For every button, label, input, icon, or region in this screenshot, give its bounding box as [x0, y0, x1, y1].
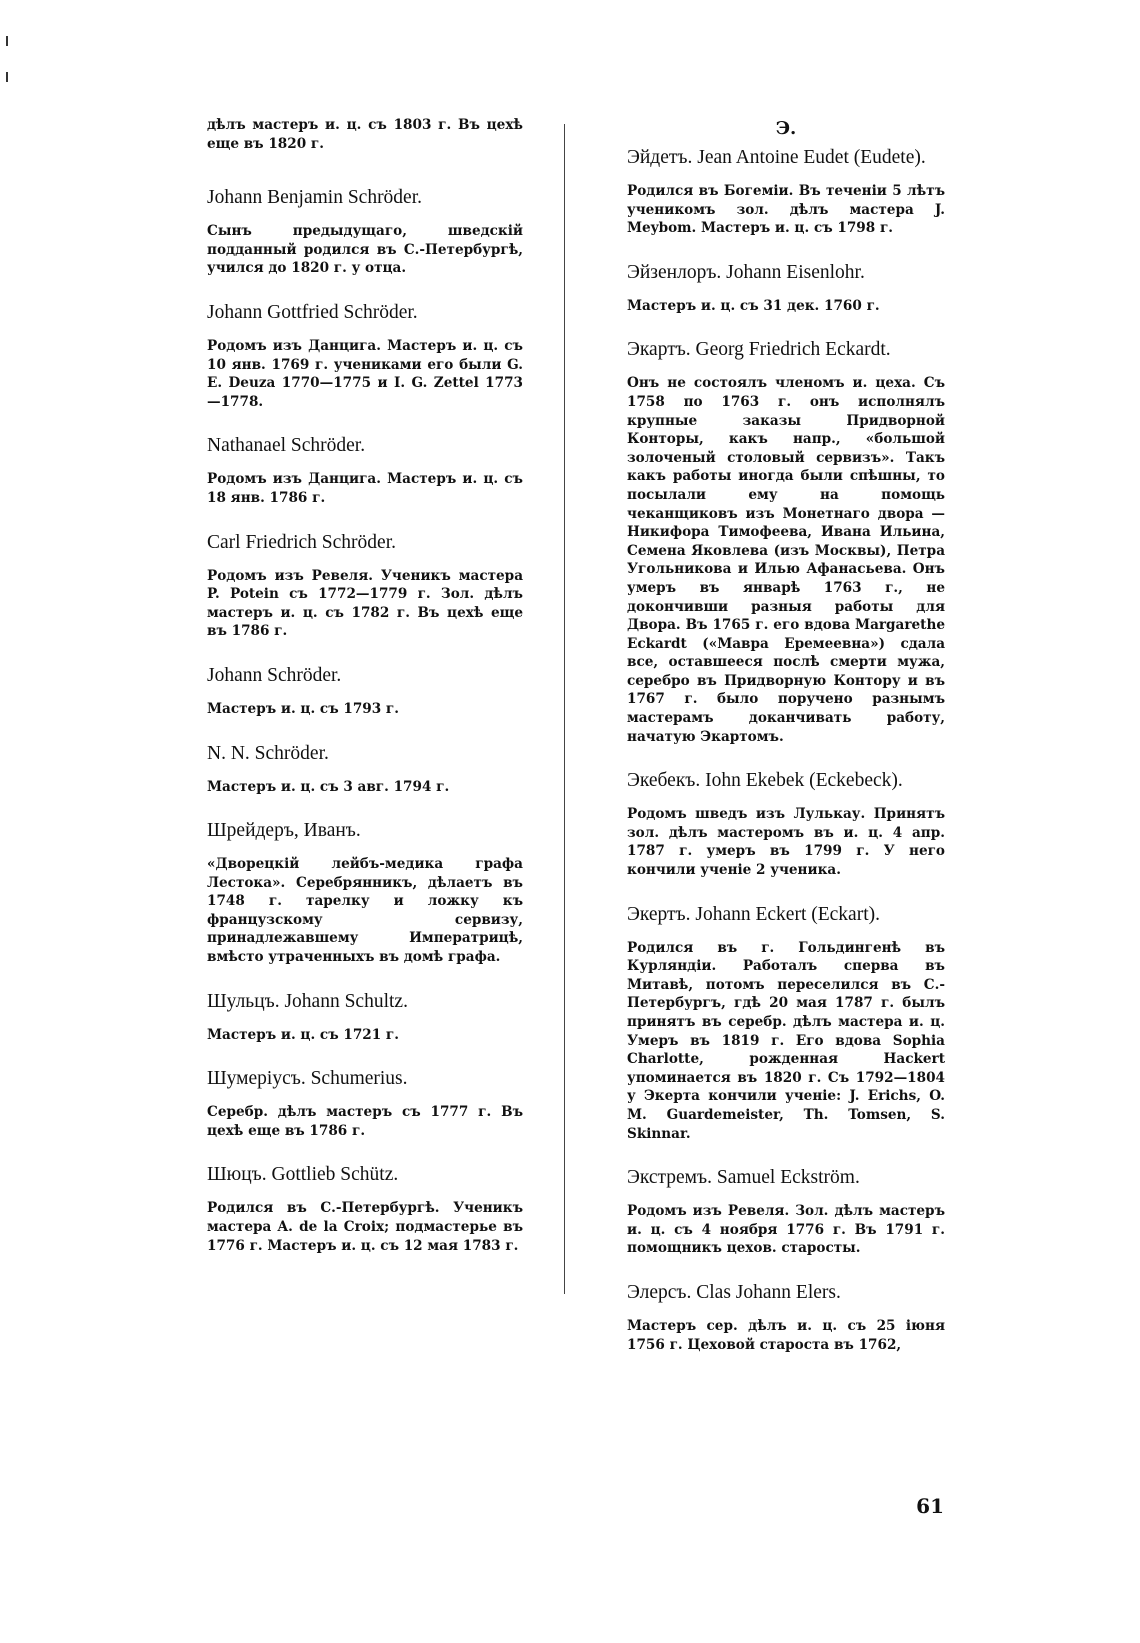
- column-rule: [564, 124, 565, 1294]
- right-entries: [627, 145, 945, 1354]
- entry: [627, 260, 945, 316]
- entry-heading: Эйдетъ. Jean Antoine Eudet (Eudete).: [627, 147, 926, 168]
- entry-text: Родомъ изъ Ревеля. Ученикъ мастера P. Potein съ 1772—1779 г. Зол. дѣлъ мастеръ и. ц. съ 1782 г. Въ цехѣ еще въ 1786 г.: [207, 567, 523, 640]
- entry: [627, 902, 945, 1144]
- entry-text: Родомъ изъ Ревеля. Зол. дѣлъ мастеръ и. ц. съ 4 ноября 1776 г. Въ 1791 г. помощникъ цехов. старосты.: [627, 1203, 945, 1257]
- entry-text: Родился въ С.-Петербургѣ. Ученикъ мастера A. de la Croix; подмастерье въ 1776 г. Мастеръ и. ц. съ 12 мая 1783 г.: [207, 1200, 523, 1254]
- entry: [207, 433, 523, 507]
- section-letter: Э.: [775, 118, 797, 139]
- entry-heading: Эйзенлоръ. Johann Eisenlohr.: [627, 261, 865, 283]
- entry: [207, 1066, 523, 1140]
- entry-text: Мастеръ и. ц. съ 3 авг. 1794 г.: [207, 778, 450, 795]
- entry-text: Серебр. дѣлъ мастеръ съ 1777 г. Въ цехѣ еще въ 1786 г.: [207, 1104, 523, 1139]
- entry-text: Родомъ шведъ изъ Лулькау. Принятъ зол. дѣлъ мастеромъ въ и. ц. 4 апр. 1787 г. умеръ въ 1799 г. У него кончили ученіе 2 ученика.: [627, 806, 945, 879]
- entry-heading: Экебекъ. Iohn Ekebek (Eckebeck).: [627, 770, 903, 792]
- left-entries: [207, 185, 523, 1255]
- entry-heading: Шульцъ. Johann Schultz.: [207, 990, 408, 1012]
- entry-heading: Экертъ. Johann Eckert (Eckart).: [627, 903, 880, 925]
- entry-heading: Johann Benjamin Schröder.: [207, 187, 423, 209]
- entry-heading: Nathanael Schröder.: [207, 435, 366, 457]
- scan-mark: [6, 36, 8, 46]
- entry-text: Мастеръ и. ц. съ 31 дек. 1760 г.: [627, 297, 880, 314]
- entry: [207, 663, 523, 719]
- entry-heading: Элерсъ. Clas Johann Elers.: [627, 1281, 841, 1303]
- entry: [627, 1165, 945, 1258]
- entry-text: Родился въ Богеміи. Въ теченіи 5 лѣтъ ученикомъ зол. дѣлъ мастера J. Meybom. Мастеръ и. ц. съ 1798 г.: [627, 183, 945, 237]
- entry-heading: N. N. Schröder.: [207, 742, 329, 764]
- continued-text: дѣлъ мастеръ и. ц. съ 1803 г. Въ цехѣ еще въ 1820 г.: [207, 117, 523, 152]
- entry: [207, 818, 523, 967]
- entry-heading: Johann Schröder.: [207, 664, 342, 686]
- page-number: 61: [916, 1494, 944, 1518]
- entry: [207, 530, 523, 641]
- entry: [207, 1162, 523, 1255]
- entry-text: Родился въ г. Гольдингенѣ въ Курляндіи. Работалъ сперва въ Митавѣ, потомъ переселился въ С.-Петербургъ, гдѣ 20 мая 1787 г. былъ принятъ въ серебр. дѣлъ мастера и. ц. Умеръ въ 1819 г. Его вдова Sophia Charlotte, рожденная Hackert упоминается въ 1820 г. Съ 1792—1804 у Экерта кончили ученіе: J. Erichs, O. M. Guardemeister, Th. Tomsen, S. Skinnar.: [627, 939, 945, 1142]
- entry-text: Мастеръ сер. дѣлъ и. ц. съ 25 іюня 1756 г. Цеховой староста въ 1762,: [627, 1317, 945, 1353]
- entry-heading: Carl Friedrich Schröder.: [207, 531, 396, 553]
- entry-heading: Экстремъ. Samuel Eckström.: [627, 1167, 860, 1189]
- entry-text: «Дворецкій лейбъ-медика графа Лестока». Серебрянникъ, дѣлаетъ въ 1748 г. тарелку и ложку къ французскому сервизу, принадлежавшему Императрицѣ, вмѣсто утраченныхъ въ домѣ графа.: [207, 856, 523, 966]
- entry: [627, 337, 945, 746]
- entry-text: Онъ не состоялъ членомъ и. цеха. Съ 1758 по 1763 г. онъ исполнялъ крупные заказы Придворной Конторы, какъ напр., «большой золоченый столовый сервизъ». Такъ какъ работы иногда были спѣшны, то посылали ему на помощь чеканщиковъ изъ Монетнаго двора — Никифора Тимофеева, Ивана Ильина, Семена Яковлева (изъ Москвы), Петра Угольникова и Илью Афанасьева. Онъ умеръ въ январѣ 1763 г., не докончивши разныя работы для Двора. Въ 1765 г. его вдова Margarethe Eckardt («Мавра Еремеевна») сдала все, оставшееся послѣ смерти мужа, серебро въ Придворную Контору и въ 1767 г. было поручено разнымъ мастерамъ доканчивать работу, начатую Экартомъ.: [627, 375, 945, 745]
- entry: [627, 1280, 945, 1354]
- entry: [207, 300, 523, 411]
- scan-mark: [6, 72, 8, 82]
- entry: [207, 185, 523, 278]
- entry-heading: Шюцъ. Gottlieb Schütz.: [207, 1164, 399, 1186]
- entry: [627, 145, 945, 238]
- entry: [627, 768, 945, 879]
- entry: [207, 741, 523, 797]
- entry-heading: Johann Gottfried Schröder.: [207, 301, 418, 323]
- entry-text: Родомъ изъ Данцига. Мастеръ и. ц. съ 10 янв. 1769 г. учениками его были G. E. Deuza 1770—1775 и I. G. Zettel 1773—1778.: [207, 337, 523, 410]
- right-column: [627, 116, 945, 1376]
- left-column: [207, 116, 523, 1277]
- entry-heading: Экартъ. Georg Friedrich Eckardt.: [627, 339, 891, 361]
- entry-heading: Шумеріусъ. Schumerius.: [207, 1068, 408, 1090]
- entry-text: Мастеръ и. ц. съ 1721 г.: [207, 1026, 399, 1043]
- entry-text: Мастеръ и. ц. съ 1793 г.: [207, 700, 399, 717]
- entry-heading: Шрейдеръ, Иванъ.: [207, 820, 361, 842]
- entry: [207, 989, 523, 1045]
- entry-text: Родомъ изъ Данцига. Мастеръ и. ц. съ 18 янв. 1786 г.: [207, 471, 523, 506]
- entry-text: Сынъ предыдущаго, шведскій подданный родился въ С.-Петербургѣ, учился до 1820 г. у отца.: [207, 223, 523, 277]
